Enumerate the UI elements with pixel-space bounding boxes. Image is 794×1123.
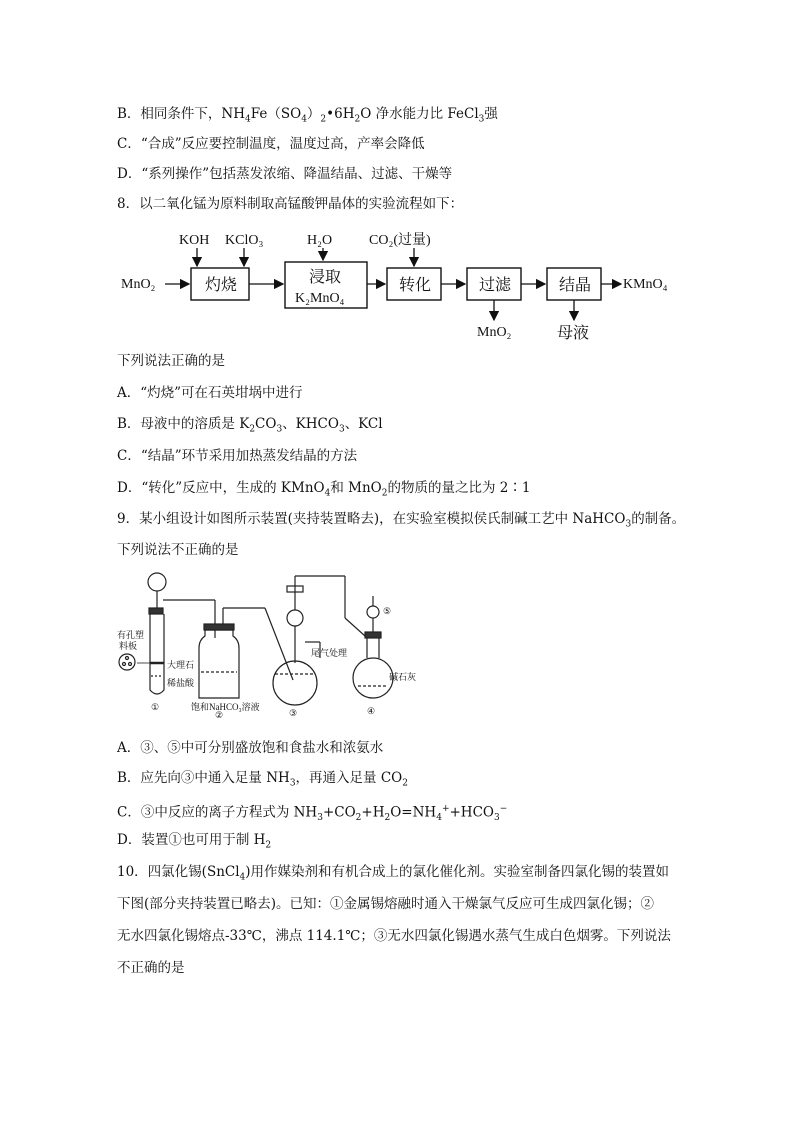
label-solution: 饱和NaHCO₃溶液	[191, 702, 260, 712]
q7-option-c: C．“合成”反应要控制温度，温度过高，产率会降低	[117, 136, 425, 152]
q9-option-d: D．装置①也可用于制 $H_2$	[117, 832, 272, 851]
q8-stem: 8．以二氧化锰为原料制取高锰酸钾晶体的实验流程如下：	[117, 196, 464, 212]
flow-start: MnO₂	[121, 277, 156, 292]
label-n2: ②	[215, 710, 224, 718]
q7-option-d: D．“系列操作”包括蒸发浓缩、降温结晶、过滤、干燥等	[117, 166, 453, 182]
label-n3: ③	[289, 708, 298, 718]
label-n1: ①	[151, 702, 160, 712]
funnel-bulb-5	[367, 606, 379, 618]
q9-stem: 9．某小组设计如图所示装置(夹持装置略去)，在实验室模拟侯氏制碱工艺中 NaHCO$_3$的制备。	[117, 511, 686, 530]
flow-reagent-koh: KOH	[179, 233, 210, 248]
flow-reagent-kclo3: KClO₃	[225, 233, 264, 248]
flow-reagent-h2o: H₂O	[307, 233, 333, 248]
flow-step5: 结晶	[559, 277, 592, 294]
flask-4	[353, 658, 393, 698]
flask-3	[273, 661, 317, 705]
stopper-1	[149, 608, 163, 614]
label-lime: 碱石灰	[389, 672, 417, 682]
label-tail: 尾气处理	[311, 648, 348, 658]
q8-option-b: B．母液中的溶质是 $K_2CO_3$、$KHCO_3$、KCl	[117, 416, 383, 435]
test-tube-1	[150, 614, 164, 694]
label-marble: 大理石	[167, 660, 195, 670]
wash-bottle-2	[199, 630, 239, 698]
label-plate-2: 料板	[119, 641, 138, 651]
flow-step2-line2: K₂MnO₄	[295, 291, 345, 306]
q10-line-1: 10．四氯化锡(SnCl$_4$)用作媒染剂和有机合成上的氯化催化剂。实验室制备四氯化锡的装置如	[117, 864, 670, 883]
label-acid: 稀盐酸	[167, 678, 195, 688]
q10-line-3: 无水四氯化锡熔点-33℃，沸点 114.1℃；③无水四氯化锡遇水蒸气生成白色烟雾。下列说法	[117, 928, 671, 944]
flow-reagent-co2: CO₂(过量)	[369, 233, 431, 248]
q9-option-c: C．③中反应的离子方程式为 $NH_3+CO_2+H_2O=NH_4^++HCO_3^-$	[117, 804, 508, 824]
q10-line-2: 下图(部分夹持装置已略去)。已知：①金属锡熔融时通入干燥氯气反应可生成四氯化锡；②	[117, 896, 655, 912]
q8-flow-diagram	[117, 224, 683, 344]
flow-step4: 过滤	[479, 277, 512, 294]
q9-apparatus-diagram	[115, 568, 435, 718]
funnel-bulb-1	[148, 573, 166, 591]
q9-option-a: A．③、⑤中可分别盛放饱和食盐水和浓氨水	[117, 740, 384, 756]
q8-option-a: A．“灼烧”可在石英坩埚中进行	[117, 385, 303, 401]
q9-prompt: 下列说法不正确的是	[117, 542, 239, 558]
q8-prompt: 下列说法正确的是	[117, 353, 225, 369]
q10-line-4: 不正确的是	[117, 960, 185, 976]
flow-step3: 转化	[399, 277, 432, 294]
flow-product: KMnO₄	[623, 277, 668, 292]
q7-option-b: B．相同条件下，$NH_4Fe(SO_4)_2•6H_2O$ 净水能力比 FeCl$_3$强	[117, 106, 498, 125]
flow-step1: 灼烧	[205, 277, 238, 294]
flow-side-mno2: MnO₂	[477, 325, 512, 340]
label-plate: 有孔塑	[117, 630, 145, 640]
funnel-bulb-3	[287, 610, 303, 626]
label-n4: ④	[367, 706, 376, 716]
label-n5: ⑤	[383, 606, 392, 616]
q9-option-b: B．应先向③中通入足量 $NH_3$，再通入足量 $CO_2$	[117, 770, 408, 789]
flow-step2-line1: 浸取	[309, 269, 342, 286]
flow-side-mother-liquor: 母液	[557, 325, 590, 342]
q8-option-c: C．“结晶”环节采用加热蒸发结晶的方法	[117, 448, 358, 464]
q8-option-d: D．“转化”反应中，生成的 KMnO$_4$和 MnO$_2$的物质的量之比为 2∶1	[117, 480, 531, 499]
